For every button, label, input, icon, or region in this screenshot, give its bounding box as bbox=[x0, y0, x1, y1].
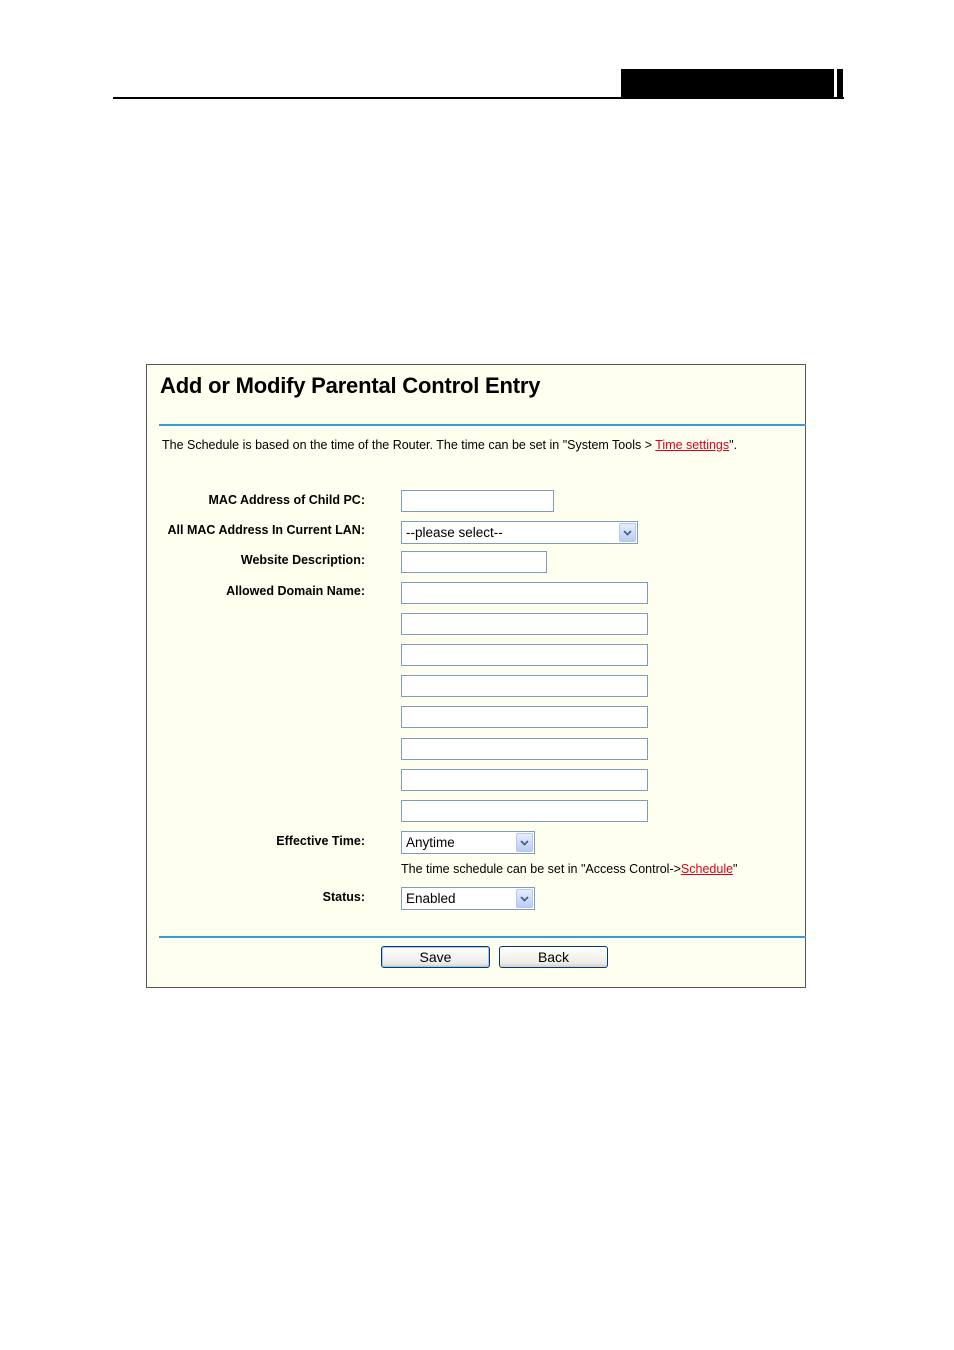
status-select[interactable] bbox=[401, 887, 535, 910]
domain-input-8[interactable] bbox=[401, 800, 648, 822]
mac-child-input[interactable] bbox=[401, 490, 554, 512]
page-title: Add or Modify Parental Control Entry bbox=[160, 373, 541, 398]
note-suffix: ". bbox=[729, 438, 738, 452]
effective-time-label: Effective Time: bbox=[276, 834, 365, 848]
domain-input-3[interactable] bbox=[401, 644, 648, 666]
schedule-note-suffix: " bbox=[733, 862, 738, 876]
domain-input-6[interactable] bbox=[401, 738, 648, 760]
all-mac-select[interactable] bbox=[401, 521, 638, 544]
website-description-label: Website Description: bbox=[240, 553, 365, 567]
domain-input-4[interactable] bbox=[401, 675, 648, 697]
parental-control-form bbox=[146, 364, 806, 988]
status-label: Status: bbox=[322, 890, 365, 904]
header-black-bar bbox=[621, 69, 834, 99]
schedule-hint-text bbox=[401, 862, 737, 876]
effective-time-select[interactable] bbox=[401, 831, 535, 854]
note-prefix: The Schedule is based on the time of the Router. The time can be set in "System Tools > bbox=[162, 438, 656, 452]
domain-input-2[interactable] bbox=[401, 613, 648, 635]
header-rule bbox=[113, 97, 844, 99]
schedule-link[interactable]: Schedule bbox=[680, 862, 734, 876]
website-description-input[interactable] bbox=[401, 551, 547, 573]
domain-input-7[interactable] bbox=[401, 769, 648, 791]
allowed-domain-label: Allowed Domain Name: bbox=[226, 584, 365, 598]
effective-time-selected-value: Anytime bbox=[406, 835, 455, 850]
domain-input-5[interactable] bbox=[401, 706, 648, 728]
mac-child-label: MAC Address of Child PC: bbox=[208, 493, 365, 507]
header-black-bar-tip bbox=[837, 69, 843, 99]
schedule-note-prefix: The time schedule can be set in "Access Control-> bbox=[401, 862, 681, 876]
title-divider bbox=[159, 424, 806, 426]
all-mac-label: All MAC Address In Current LAN: bbox=[167, 523, 365, 537]
chevron-down-icon[interactable] bbox=[516, 889, 533, 908]
back-button[interactable]: Back bbox=[499, 946, 608, 968]
chevron-down-icon[interactable] bbox=[619, 523, 636, 542]
status-selected-value: Enabled bbox=[406, 891, 456, 906]
all-mac-selected-value: --please select-- bbox=[406, 525, 503, 540]
schedule-info-text bbox=[162, 438, 737, 452]
domain-input-1[interactable] bbox=[401, 582, 648, 604]
save-button[interactable]: Save bbox=[381, 946, 490, 968]
footer-divider bbox=[159, 936, 806, 938]
time-settings-link[interactable]: Time settings bbox=[655, 438, 730, 452]
chevron-down-icon[interactable] bbox=[516, 833, 533, 852]
